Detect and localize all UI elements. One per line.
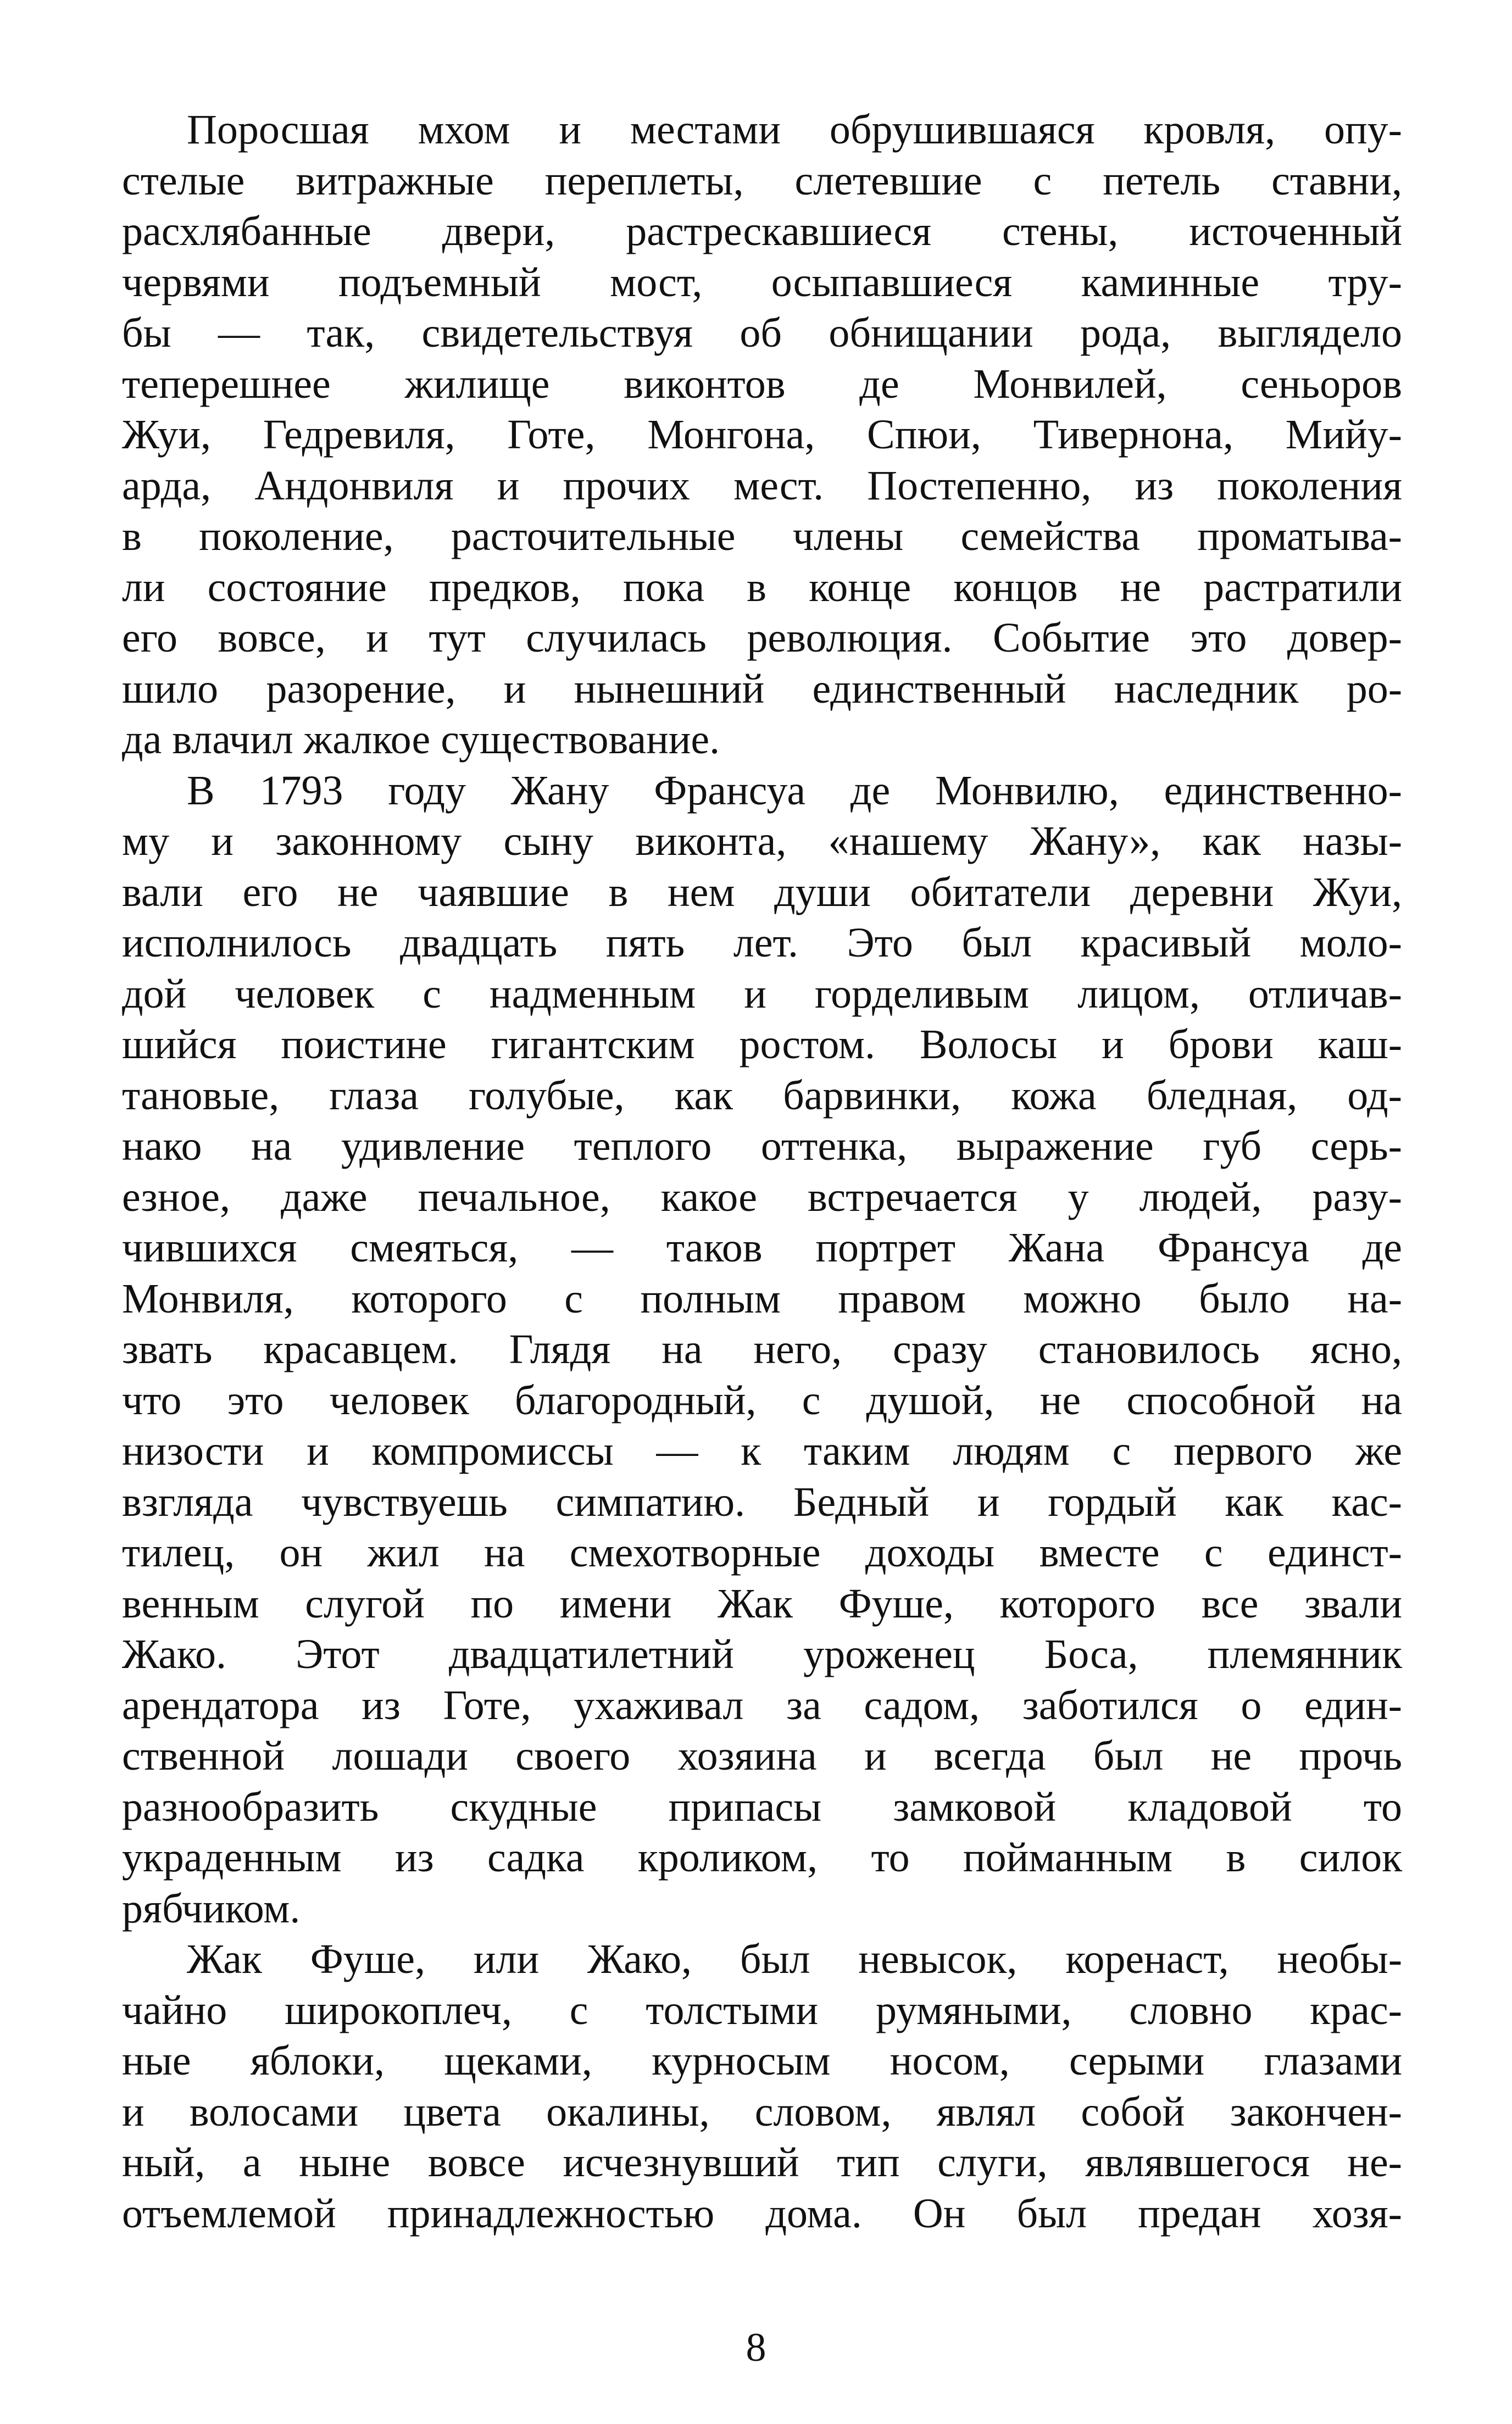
text-line: В 1793 году Жану Франсуа де Монвилю, единственно-	[187, 767, 1402, 814]
text-line: разнообразить скудные припасы замковой кладовой то	[122, 1783, 1402, 1830]
text-line: отъемлемой принадлежностью дома. Он был предан хозя-	[122, 2190, 1402, 2237]
text-line: в поколение, расточительные члены семейства проматыва-	[122, 513, 1402, 559]
text-line: ли состояние предков, пока в конце концов не растратили	[122, 564, 1402, 610]
text-line: чившихся смеяться, — таков портрет Жана Франсуа де	[122, 1225, 1402, 1271]
text-line: тановые, глаза голубые, как барвинки, кожа бледная, од-	[122, 1072, 1402, 1119]
text-line: Поросшая мхом и местами обрушившаяся кровля, опу-	[187, 107, 1402, 153]
text-line: му и законному сыну виконта, «нашему Жану», как назы-	[122, 818, 1402, 864]
text-line: теперешнее жилище виконтов де Монвилей, сеньоров	[122, 360, 1402, 407]
text-line: исполнилось двадцать пять лет. Это был красивый моло-	[122, 920, 1402, 966]
text-line: взгляда чувствуешь симпатию. Бедный и гордый как кас-	[122, 1478, 1402, 1525]
text-line: расхлябанные двери, растрескавшиеся стены, источенный	[122, 208, 1402, 254]
text-line: низости и компромиссы — к таким людям с первого же	[122, 1428, 1402, 1474]
text-line: Жако. Этот двадцатилетний уроженец Боса, племянник	[122, 1631, 1402, 1677]
text-line: ный, а ныне вовсе исчезнувший тип слуги, являвшегося не-	[122, 2139, 1402, 2186]
text-line: Жуи, Гедревиля, Готе, Монгона, Спюи, Тивернона, Мийу-	[122, 412, 1402, 458]
text-line: езное, даже печальное, какое встречается у людей, разу-	[122, 1174, 1402, 1220]
text-line: звать красавцем. Глядя на него, сразу становилось ясно,	[122, 1326, 1402, 1372]
text-line: украденным из садка кроликом, то пойманным в силок	[122, 1834, 1402, 1881]
text-line: рябчиком.	[122, 1885, 301, 1932]
text-line: чайно широкоплеч, с толстыми румяными, словно крас-	[122, 1987, 1402, 2033]
text-line: венным слугой по имени Жак Фуше, которого все звали	[122, 1580, 1402, 1627]
body-text	[122, 104, 1402, 2239]
text-line: шило разорение, и нынешний единственный наследник ро-	[122, 665, 1402, 712]
paragraph-1	[122, 104, 1402, 765]
text-line: Жак Фуше, или Жако, был невысок, коренаст, необы-	[187, 1936, 1402, 1982]
text-line: да влачил жалкое существование.	[122, 716, 720, 763]
text-line: дой человек с надменным и горделивым лицом, отличав-	[122, 970, 1402, 1017]
text-line: тилец, он жил на смехотворные доходы вместе с единст-	[122, 1530, 1402, 1576]
text-line: червями подъемный мост, осыпавшиеся каминные тру-	[122, 259, 1402, 305]
text-line: его вовсе, и тут случилась революция. Событие это довер-	[122, 615, 1402, 661]
paragraph-2	[122, 765, 1402, 1934]
text-line: шийся поистине гигантским ростом. Волосы и брови каш-	[122, 1021, 1402, 1068]
text-line: бы — так, свидетельствуя об обнищании рода, выглядело	[122, 310, 1402, 356]
text-line: арендатора из Готе, ухаживал за садом, заботился о един-	[122, 1682, 1402, 1728]
text-line: вали его не чаявшие в нем души обитатели деревни Жуи,	[122, 869, 1402, 915]
page-number: 8	[746, 2325, 766, 2370]
text-line: ные яблоки, щеками, курносым носом, серыми глазами	[122, 2038, 1402, 2084]
text-line: ственной лошади своего хозяина и всегда был не прочь	[122, 1733, 1402, 1779]
text-line: арда, Андонвиля и прочих мест. Постепенно, из поколения	[122, 462, 1402, 509]
paragraph-3	[122, 1934, 1402, 2239]
text-line: и волосами цвета окалины, словом, являл собой закончен-	[122, 2088, 1402, 2135]
text-line: нако на удивление теплого оттенка, выражение губ серь-	[122, 1123, 1402, 1169]
text-line: Монвиля, которого с полным правом можно было на-	[122, 1275, 1402, 1322]
text-line: что это человек благородный, с душой, не способной на	[122, 1377, 1402, 1424]
text-line: стелые витражные переплеты, слетевшие с петель ставни,	[122, 157, 1402, 204]
